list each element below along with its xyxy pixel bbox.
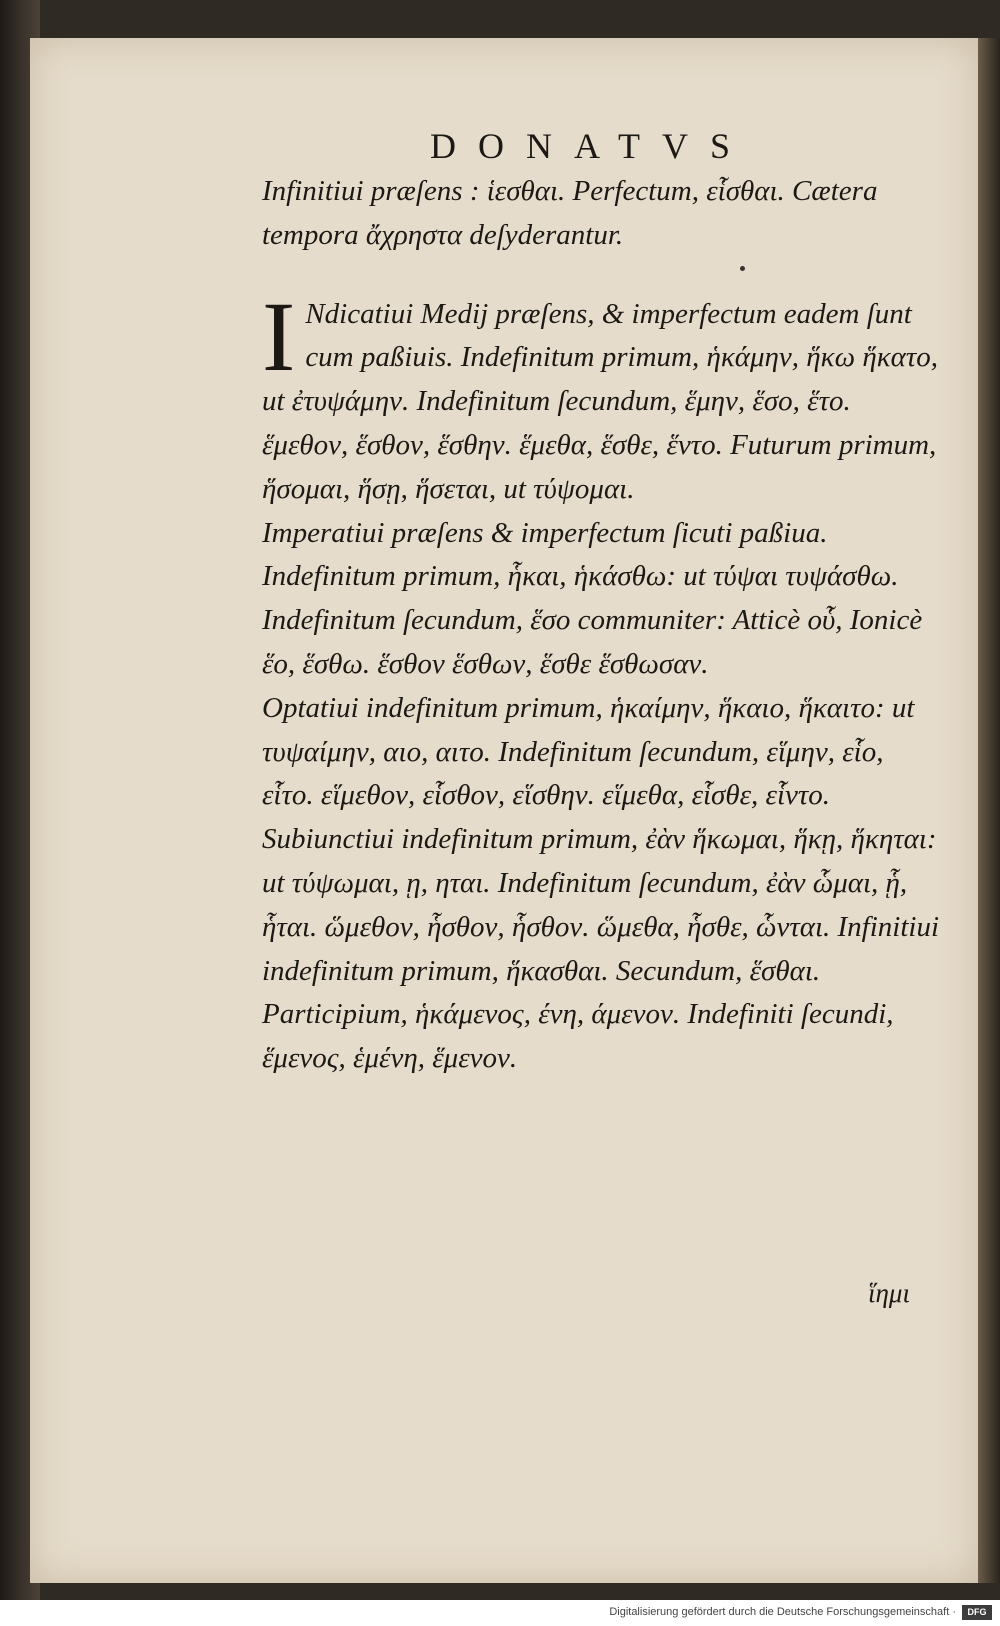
- running-head: DONATVS: [430, 126, 753, 166]
- paragraph-optative: Optatiui indefinitum primum, ἡκαίμην, ἥκαιο, ἥκαιτο: ut τυψαίμην, αιο, αιτο. Indefinitum ſecundum, εἵμην, εἷο, εἷτο. εἵμεθον, εἷσθον, εἵσθην. εἵμεθα, εἷσθε, εἷντο.: [262, 691, 915, 812]
- catchword: ἵημι: [868, 1278, 910, 1308]
- ink-speck: [740, 266, 745, 271]
- paragraph-indicative: [262, 280, 942, 512]
- paragraph-infinitive: Infinitiui præſens : ἱεσθαι. Perfectum, εἷσθαι. Cætera tempora ἄχρηστα deſyderantur.: [262, 175, 878, 251]
- dfg-logo: DFG: [962, 1605, 992, 1620]
- page-right-edge: [978, 38, 1000, 1583]
- footer-bar: [0, 1600, 1000, 1626]
- paragraph-subjunctive: Subiunctiui indefinitum primum, ἐὰν ἥκωμαι, ἥκῃ, ἥκηται: ut τύψωμαι, ῃ, ηται. Indefinitum ſecundum, ἐὰν ὧμαι, ᾗ, ἧται. ὥμεθον, ἧσθον, ἧσθον. ὥμεθα, ἧσθε, ὧνται. Infinitiui indefinitum primum, ἥκασθαι. Secundum, ἕσθαι. Participium, ἡκάμενος, ένη, άμενον. Indefiniti ſecundi, ἕμενος, ἑμένη, ἕμενον.: [262, 823, 940, 1075]
- decorated-initial: I: [262, 280, 296, 392]
- paragraph-imperative: Imperatiui præſens & imperfectum ſicuti paßiua. Indefinitum primum, ἧκαι, ἡκάσθω: ut τύψαι τυψάσθω. Indefinitum ſecundum, ἕσο communiter: Atticè οὗ, Ionicè ἕο, ἕσθω. ἕσθον ἕσθων, ἕσθε ἕσθωσαν.: [262, 516, 923, 680]
- body-text: [262, 170, 942, 1081]
- paragraph-indicative-text: Ndicatiui Medij præſens, & imperfectum eadem ſunt cum paßiuis. Indefinitum primum, ἡκάμην, ἥκω ἥκατο, ut ἐτυψάμην. Indefinitum ſecundum, ἕμην, ἕσο, ἕτο. ἕμεθον, ἕσθον, ἕσθην. ἕμεθα, ἕσθε, ἕντο. Futurum primum, ἥσομαι, ἥσῃ, ἥσεται, ut τύψομαι.: [262, 297, 938, 505]
- digitization-credit: Digitalisierung gefördert durch die Deutsche Forschungsgemeinschaft ·: [609, 1606, 956, 1618]
